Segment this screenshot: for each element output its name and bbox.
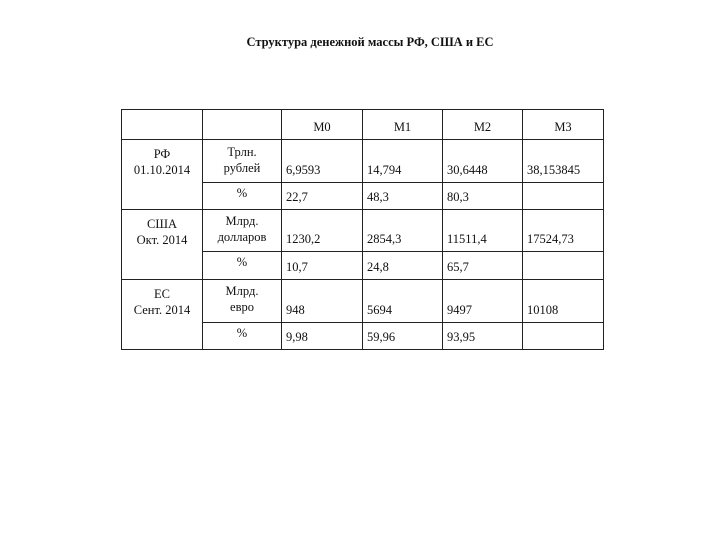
table-header-row xyxy=(122,110,604,140)
table-row xyxy=(122,140,604,183)
percent-label: % xyxy=(203,252,282,280)
unit-line: Млрд. xyxy=(225,284,259,298)
money-supply-table xyxy=(121,109,604,350)
value-cell: 11511,4 xyxy=(443,210,523,252)
percent-cell: 22,7 xyxy=(282,183,363,210)
region-cell-eu xyxy=(122,280,203,350)
value-cell: 38,153845 xyxy=(523,140,604,183)
value-cell: 2854,3 xyxy=(363,210,443,252)
header-m3: M3 xyxy=(523,110,604,140)
unit-line: евро xyxy=(230,300,254,314)
unit-cell xyxy=(203,280,282,323)
header-empty-cell xyxy=(203,110,282,140)
percent-label: % xyxy=(203,323,282,350)
header-m0: M0 xyxy=(282,110,363,140)
value-cell: 1230,2 xyxy=(282,210,363,252)
percent-cell xyxy=(523,323,604,350)
value-cell: 948 xyxy=(282,280,363,323)
percent-cell: 59,96 xyxy=(363,323,443,350)
unit-line: долларов xyxy=(217,230,267,244)
page-title: Структура денежной массы РФ, США и ЕС xyxy=(246,35,494,49)
value-cell: 5694 xyxy=(363,280,443,323)
value-cell: 14,794 xyxy=(363,140,443,183)
percent-cell: 24,8 xyxy=(363,252,443,280)
value-cell: 6,9593 xyxy=(282,140,363,183)
region-date: 01.10.2014 xyxy=(133,163,191,177)
header-m1: M1 xyxy=(363,110,443,140)
percent-cell: 10,7 xyxy=(282,252,363,280)
unit-cell xyxy=(203,210,282,252)
value-cell: 17524,73 xyxy=(523,210,604,252)
unit-line: Млрд. xyxy=(225,214,259,228)
value-cell: 9497 xyxy=(443,280,523,323)
region-name: ЕС xyxy=(154,287,170,301)
region-cell-usa xyxy=(122,210,203,280)
value-cell: 10108 xyxy=(523,280,604,323)
percent-cell: 48,3 xyxy=(363,183,443,210)
region-date: Сент. 2014 xyxy=(133,303,191,317)
unit-line: Трлн. xyxy=(227,145,257,159)
percent-cell: 65,7 xyxy=(443,252,523,280)
table-row xyxy=(122,280,604,323)
region-cell-rf xyxy=(122,140,203,210)
percent-cell: 9,98 xyxy=(282,323,363,350)
region-date: Окт. 2014 xyxy=(136,233,188,247)
table-row xyxy=(122,210,604,252)
header-empty-cell xyxy=(122,110,203,140)
header-m2: M2 xyxy=(443,110,523,140)
unit-line: рублей xyxy=(223,161,261,175)
percent-cell xyxy=(523,252,604,280)
percent-label: % xyxy=(203,183,282,210)
percent-cell xyxy=(523,183,604,210)
region-name: РФ xyxy=(153,147,171,161)
percent-cell: 80,3 xyxy=(443,183,523,210)
value-cell: 30,6448 xyxy=(443,140,523,183)
percent-cell: 93,95 xyxy=(443,323,523,350)
unit-cell xyxy=(203,140,282,183)
region-name: США xyxy=(147,217,177,231)
